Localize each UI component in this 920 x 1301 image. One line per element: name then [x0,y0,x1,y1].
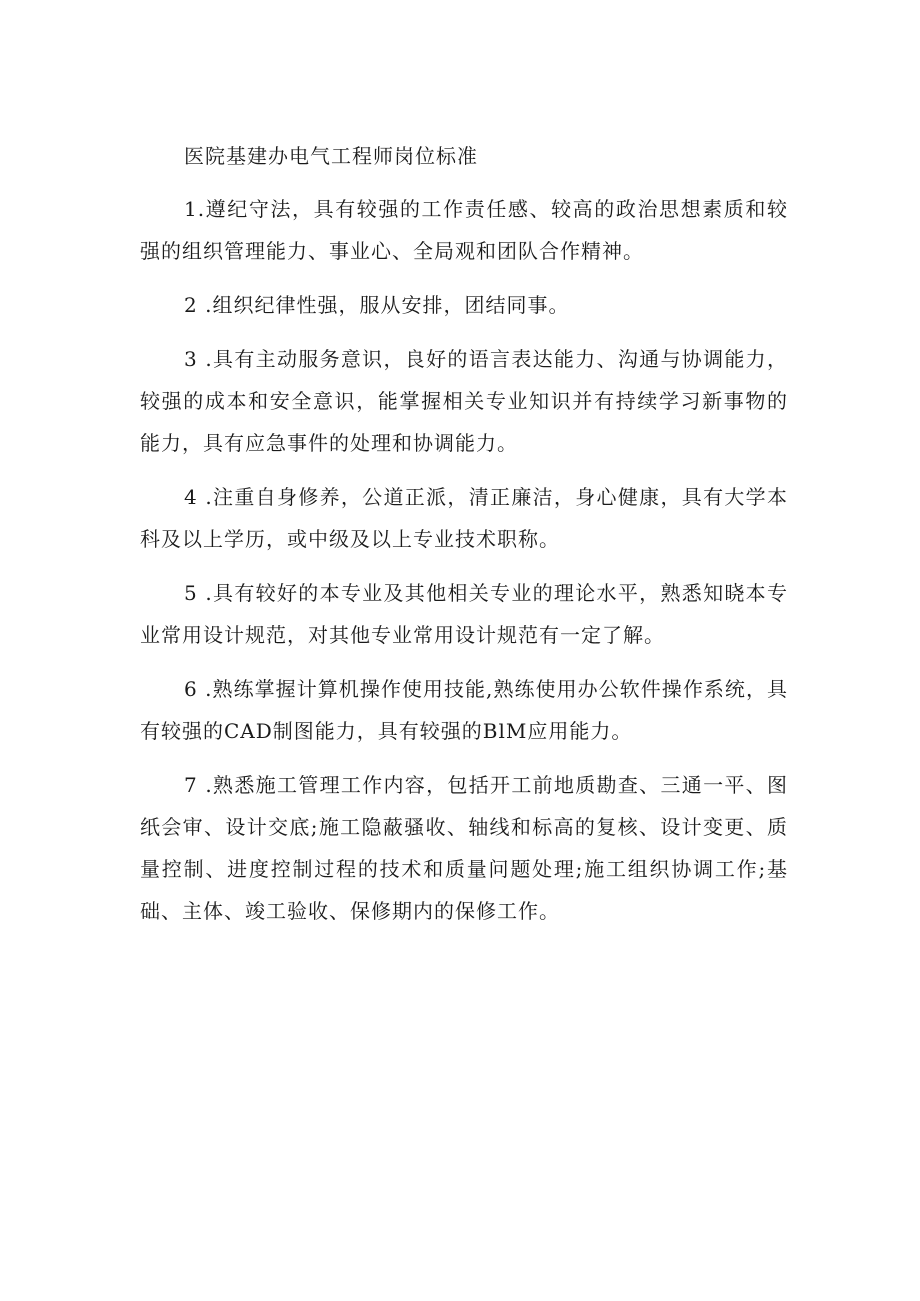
paragraph-3: 3 .具有主动服务意识，良好的语言表达能力、沟通与协调能力，较强的成本和安全意识，能掌握相关专业知识并有持续学习新事物的能力，具有应急事件的处理和协调能力。 [140,347,788,455]
document-body [140,136,788,944]
paragraph-2: 2 .组织纪律性强，服从安排，团结同事。 [184,293,570,317]
paragraph-7: 7 .熟悉施工管理工作内容，包括开工前地质勘查、三通一平、图纸会审、设计交底;施工隐蔽骚收、轴线和标高的复核、设计变更、质量控制、进度控制过程的技术和质量问题处理;施工组织协调工作;基础、主体、竣工验收、保修期内的保修工作。 [140,773,788,923]
document-title: 医院基建办电气工程师岗位标准 [184,144,478,168]
paragraph-1: 1.遵纪守法，具有较强的工作责任感、较高的政治思想素质和较强的组织管理能力、事业心、全局观和团队合作精神。 [140,197,788,263]
paragraph-5: 5 .具有较好的本专业及其他相关专业的理论水平，熟悉知晓本专业常用设计规范，对其他专业常用设计规范有一定了解。 [140,581,788,647]
paragraph-4: 4 .注重自身修养，公道正派，清正廉洁，身心健康，具有大学本科及以上学历，或中级及以上专业技术职称。 [140,485,788,551]
paragraph-6: 6 .熟练掌握计算机操作使用技能,熟练使用办公软件操作系统，具有较强的CAD制图能力，具有较强的BlM应用能力。 [140,677,788,743]
